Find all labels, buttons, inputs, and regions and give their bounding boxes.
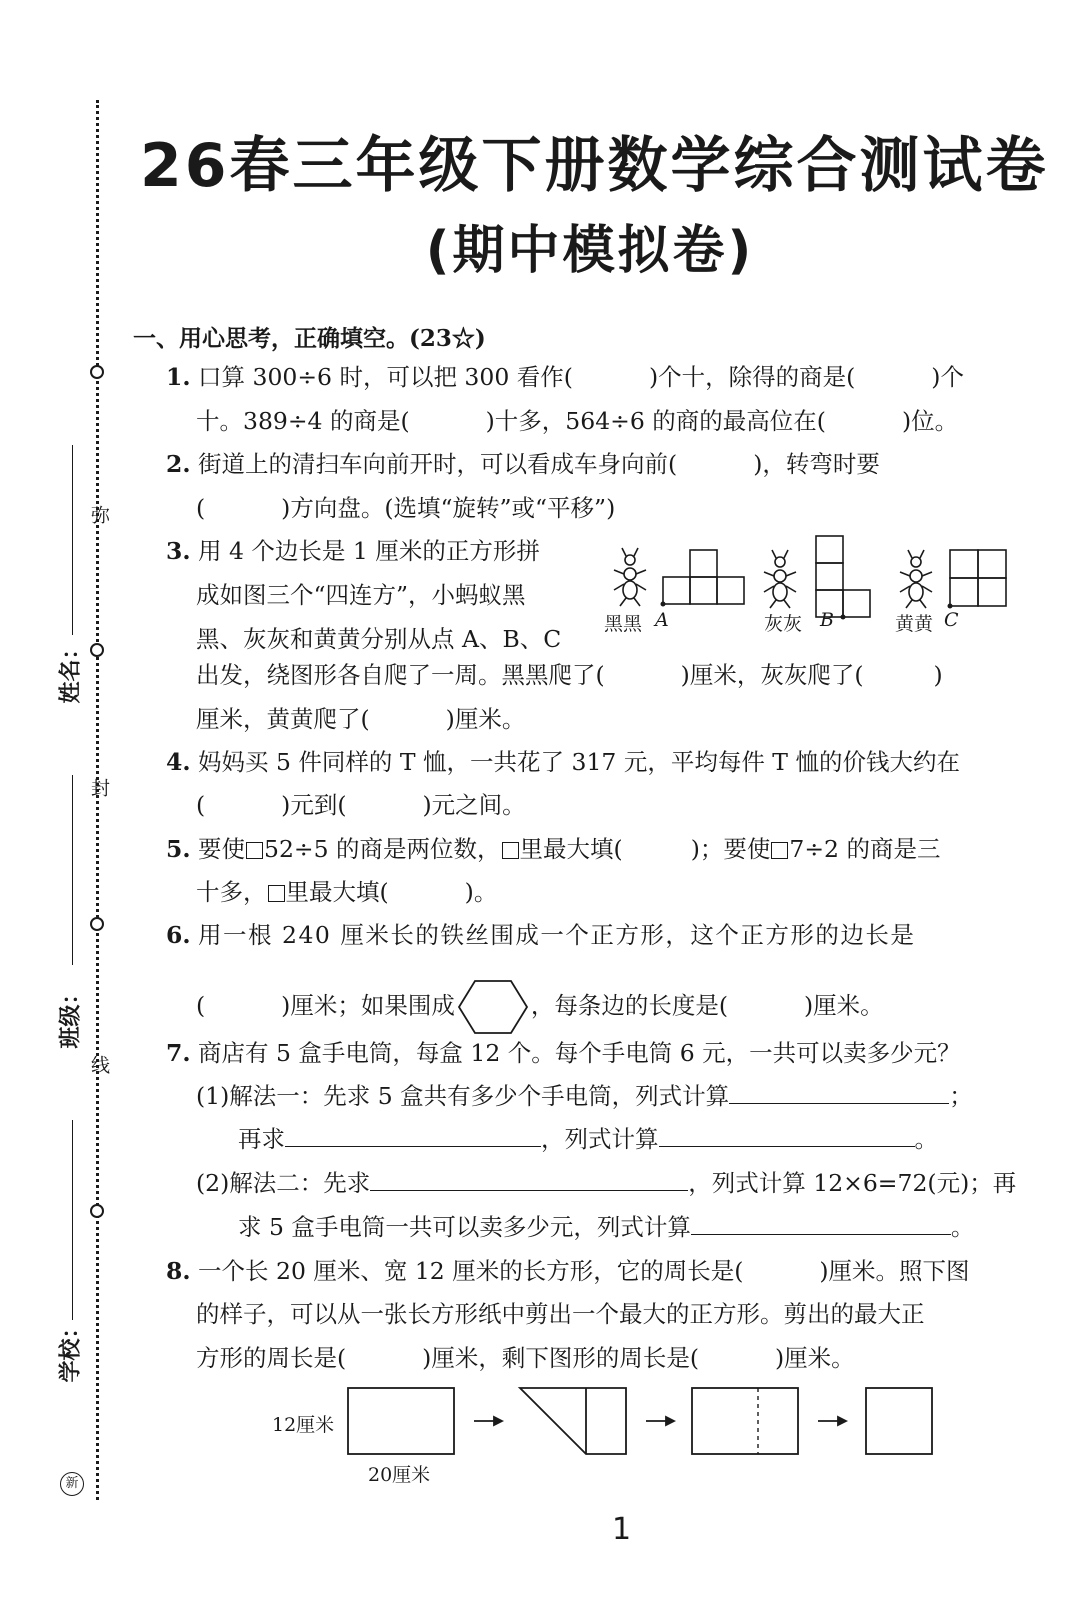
digit-box xyxy=(771,842,788,859)
answer-line[interactable] xyxy=(659,1124,915,1147)
name-label: 姓名： xyxy=(58,637,84,704)
q8-text-f: )厘米。 xyxy=(775,1344,855,1372)
q4-number: 4. xyxy=(166,748,191,776)
ant-icon xyxy=(764,550,796,608)
q3-text-l5b: )厘米。 xyxy=(445,705,526,733)
q7-text-p1e: 。 xyxy=(914,1125,938,1153)
arrow-icon xyxy=(818,1417,846,1425)
point-a xyxy=(661,602,666,607)
name-underline xyxy=(72,445,73,635)
stamp-mark xyxy=(60,1472,84,1496)
q2-text-d: )方向盘。(选填“旋转”或“平移”) xyxy=(281,494,616,522)
q1-line1 xyxy=(166,362,964,392)
school-label: 学校： xyxy=(58,1316,84,1383)
point-label-a: A xyxy=(655,609,669,631)
q6-line1 xyxy=(166,920,915,950)
q3-text-l5a: 厘米，黄黄爬了( xyxy=(196,705,370,733)
length-label: 20厘米 xyxy=(368,1464,431,1486)
answer-line[interactable] xyxy=(370,1168,688,1191)
q7-text-p2c: 求 5 盒手电筒一共可以卖多少元，列式计算 xyxy=(238,1213,691,1241)
q8-text-b: )厘米。照下图 xyxy=(819,1257,970,1285)
ant-icon xyxy=(900,550,932,608)
q5-text-c: 里最大填( xyxy=(519,835,623,863)
ant-label-heihei: 黑黑 xyxy=(604,613,643,635)
q3-text-l4a: 出发，绕图形各自爬了一周。黑黑爬了( xyxy=(196,661,605,689)
answer-line[interactable] xyxy=(285,1124,541,1147)
q2-text-b: )，转弯时要 xyxy=(753,450,880,478)
q5-line1 xyxy=(166,834,940,864)
q7-text-p1d: ，列式计算 xyxy=(541,1125,659,1153)
side-xian: 线 xyxy=(88,1055,110,1074)
q3-text-l4b: )厘米，灰灰爬了( xyxy=(680,661,864,689)
q3-line3: 黑、灰灰和黄黄分别从点 A、B、C xyxy=(196,625,562,653)
q5-text-f: 十多， xyxy=(196,878,267,906)
binding-dotted-line xyxy=(96,100,99,1500)
unfold-step xyxy=(692,1388,798,1454)
hexagon-icon xyxy=(457,979,529,1035)
q4-text-d: )元之间。 xyxy=(422,791,526,819)
page-title: 26春三年级下册数学综合测试卷 xyxy=(140,131,1049,201)
point-b xyxy=(841,615,846,620)
q6-text-d: ，每条边的长度是( xyxy=(530,991,729,1020)
q1-text-e: )十多，564÷6 的商的最高位在( xyxy=(485,407,826,435)
q2-text-c: ( xyxy=(196,494,206,522)
q7-text-p2b: ，列式计算 12×6=72(元)；再 xyxy=(688,1169,1017,1197)
q7-text-a: 商店有 5 盒手电筒，每盒 12 个。每个手电筒 6 元，一共可以卖多少元？ xyxy=(198,1039,961,1067)
q2-line1 xyxy=(166,449,880,479)
digit-box xyxy=(502,842,519,859)
arrow-icon xyxy=(646,1417,674,1425)
q3-line2: 成如图三个“四连方”，小蚂蚁黑 xyxy=(196,581,526,609)
q8-line3 xyxy=(196,1343,855,1373)
q1-line2 xyxy=(196,406,958,436)
q1-text-f: )位。 xyxy=(901,407,959,435)
q8-line1 xyxy=(166,1256,970,1286)
page-number: 1 xyxy=(612,1512,632,1547)
q8-number: 8. xyxy=(166,1257,191,1285)
width-label: 12厘米 xyxy=(272,1414,335,1436)
binding-hole xyxy=(90,1204,104,1218)
q2-line2 xyxy=(196,493,615,523)
q7-text-p1c: 再求 xyxy=(238,1125,285,1153)
arrow-icon xyxy=(474,1417,502,1425)
point-label-c: C xyxy=(944,609,959,631)
ant-label-huanghuang: 黄黄 xyxy=(895,613,934,635)
q8-text-d: 方形的周长是( xyxy=(196,1344,347,1372)
q6-text-e: )厘米。 xyxy=(804,991,884,1020)
q5-text-d: )；要使 xyxy=(690,835,771,863)
shape-b xyxy=(816,536,870,617)
class-underline xyxy=(72,775,73,965)
q5-text-g: 里最大填( xyxy=(285,878,389,906)
answer-line[interactable] xyxy=(691,1212,951,1235)
q4-text-a: 妈妈买 5 件同样的 T 恤，一共花了 317 元，平均每件 T 恤的价钱大约在 xyxy=(198,748,960,776)
binding-hole xyxy=(90,365,104,379)
q1-text-d: 十。389÷4 的商是( xyxy=(196,407,410,435)
q3-line5 xyxy=(196,704,525,734)
side-mi: 弥 xyxy=(88,505,110,524)
q7-part1-line2 xyxy=(238,1124,938,1154)
q3-text-l1: 用 4 个边长是 1 厘米的正方形拼 xyxy=(198,537,540,565)
point-label-b: B xyxy=(820,609,834,631)
q4-text-b: ( xyxy=(196,791,206,819)
q5-number: 5. xyxy=(166,835,191,863)
shape-a xyxy=(663,550,744,604)
section-heading: 一、用心思考，正确填空。(23☆) xyxy=(133,325,486,352)
point-c xyxy=(948,604,953,609)
school-underline xyxy=(72,1120,73,1320)
digit-box xyxy=(246,842,263,859)
q3-number: 3. xyxy=(166,537,191,565)
q2-text-a: 街道上的清扫车向前开时，可以看成车身向前( xyxy=(198,450,678,478)
q4-line1 xyxy=(166,747,960,777)
rectangle-paper xyxy=(348,1388,454,1454)
answer-line[interactable] xyxy=(729,1081,949,1104)
q2-number: 2. xyxy=(166,450,191,478)
q1-text-c: )个 xyxy=(931,363,964,391)
binding-hole xyxy=(90,917,104,931)
q8-text-e: )厘米，剩下图形的周长是( xyxy=(422,1344,700,1372)
q7-line1 xyxy=(166,1038,961,1068)
q3-line4 xyxy=(196,660,943,690)
q5-text-b: 52÷5 的商是两位数， xyxy=(264,835,501,863)
q5-text-a: 要使 xyxy=(198,835,246,863)
q8-text-a: 一个长 20 厘米、宽 12 厘米的长方形，它的周长是( xyxy=(198,1257,744,1285)
q5-text-e: 7÷2 的商是三 xyxy=(789,835,941,863)
binding-hole xyxy=(90,643,104,657)
q3-line1 xyxy=(166,536,540,566)
q7-part2-line2 xyxy=(238,1212,974,1242)
q4-text-c: )元到( xyxy=(281,791,347,819)
q7-number: 7. xyxy=(166,1039,191,1067)
q6-text-c: )厘米；如果围成 xyxy=(281,991,455,1020)
q1-text-b: )个十，除得的商是( xyxy=(648,363,856,391)
stamp-text: 新 xyxy=(65,1476,79,1491)
class-label: 班级： xyxy=(58,982,84,1049)
q3-text-l4c: ) xyxy=(933,661,943,689)
q7-text-p2a: (2)解法二：先求 xyxy=(196,1169,371,1197)
q7-part2-line1 xyxy=(196,1168,1016,1198)
q7-part1-line1 xyxy=(196,1081,973,1111)
q5-text-h: )。 xyxy=(464,878,498,906)
q1-text-a: 口算 300÷6 时，可以把 300 看作( xyxy=(198,363,573,391)
q1-number: 1. xyxy=(166,363,191,391)
q6-number: 6. xyxy=(166,921,191,949)
q6-line2 xyxy=(196,979,884,1035)
shape-c xyxy=(950,550,1006,606)
page-subtitle: (期中模拟卷) xyxy=(425,221,755,281)
q6-text-a: 用一根 240 厘米长的铁丝围成一个正方形，这个正方形的边长是 xyxy=(198,921,916,949)
side-feng: 封 xyxy=(88,778,110,797)
q7-text-p2d: 。 xyxy=(950,1213,975,1241)
q5-line2 xyxy=(196,877,497,907)
result-square xyxy=(866,1388,932,1454)
fold-step xyxy=(520,1388,626,1454)
q7-text-p1b: ； xyxy=(949,1082,973,1110)
q6-text-b: ( xyxy=(196,991,206,1020)
q4-line2 xyxy=(196,790,526,820)
q7-text-p1a: (1)解法一：先求 5 盒共有多少个手电筒，列式计算 xyxy=(196,1082,730,1110)
paper-cut-figure xyxy=(340,1382,940,1462)
ant-label-huihui: 灰灰 xyxy=(764,613,803,635)
q8-line2: 的样子，可以从一张长方形纸中剪出一个最大的正方形。剪出的最大正 xyxy=(196,1300,925,1328)
ant-icon xyxy=(614,548,646,606)
digit-box xyxy=(268,885,285,902)
